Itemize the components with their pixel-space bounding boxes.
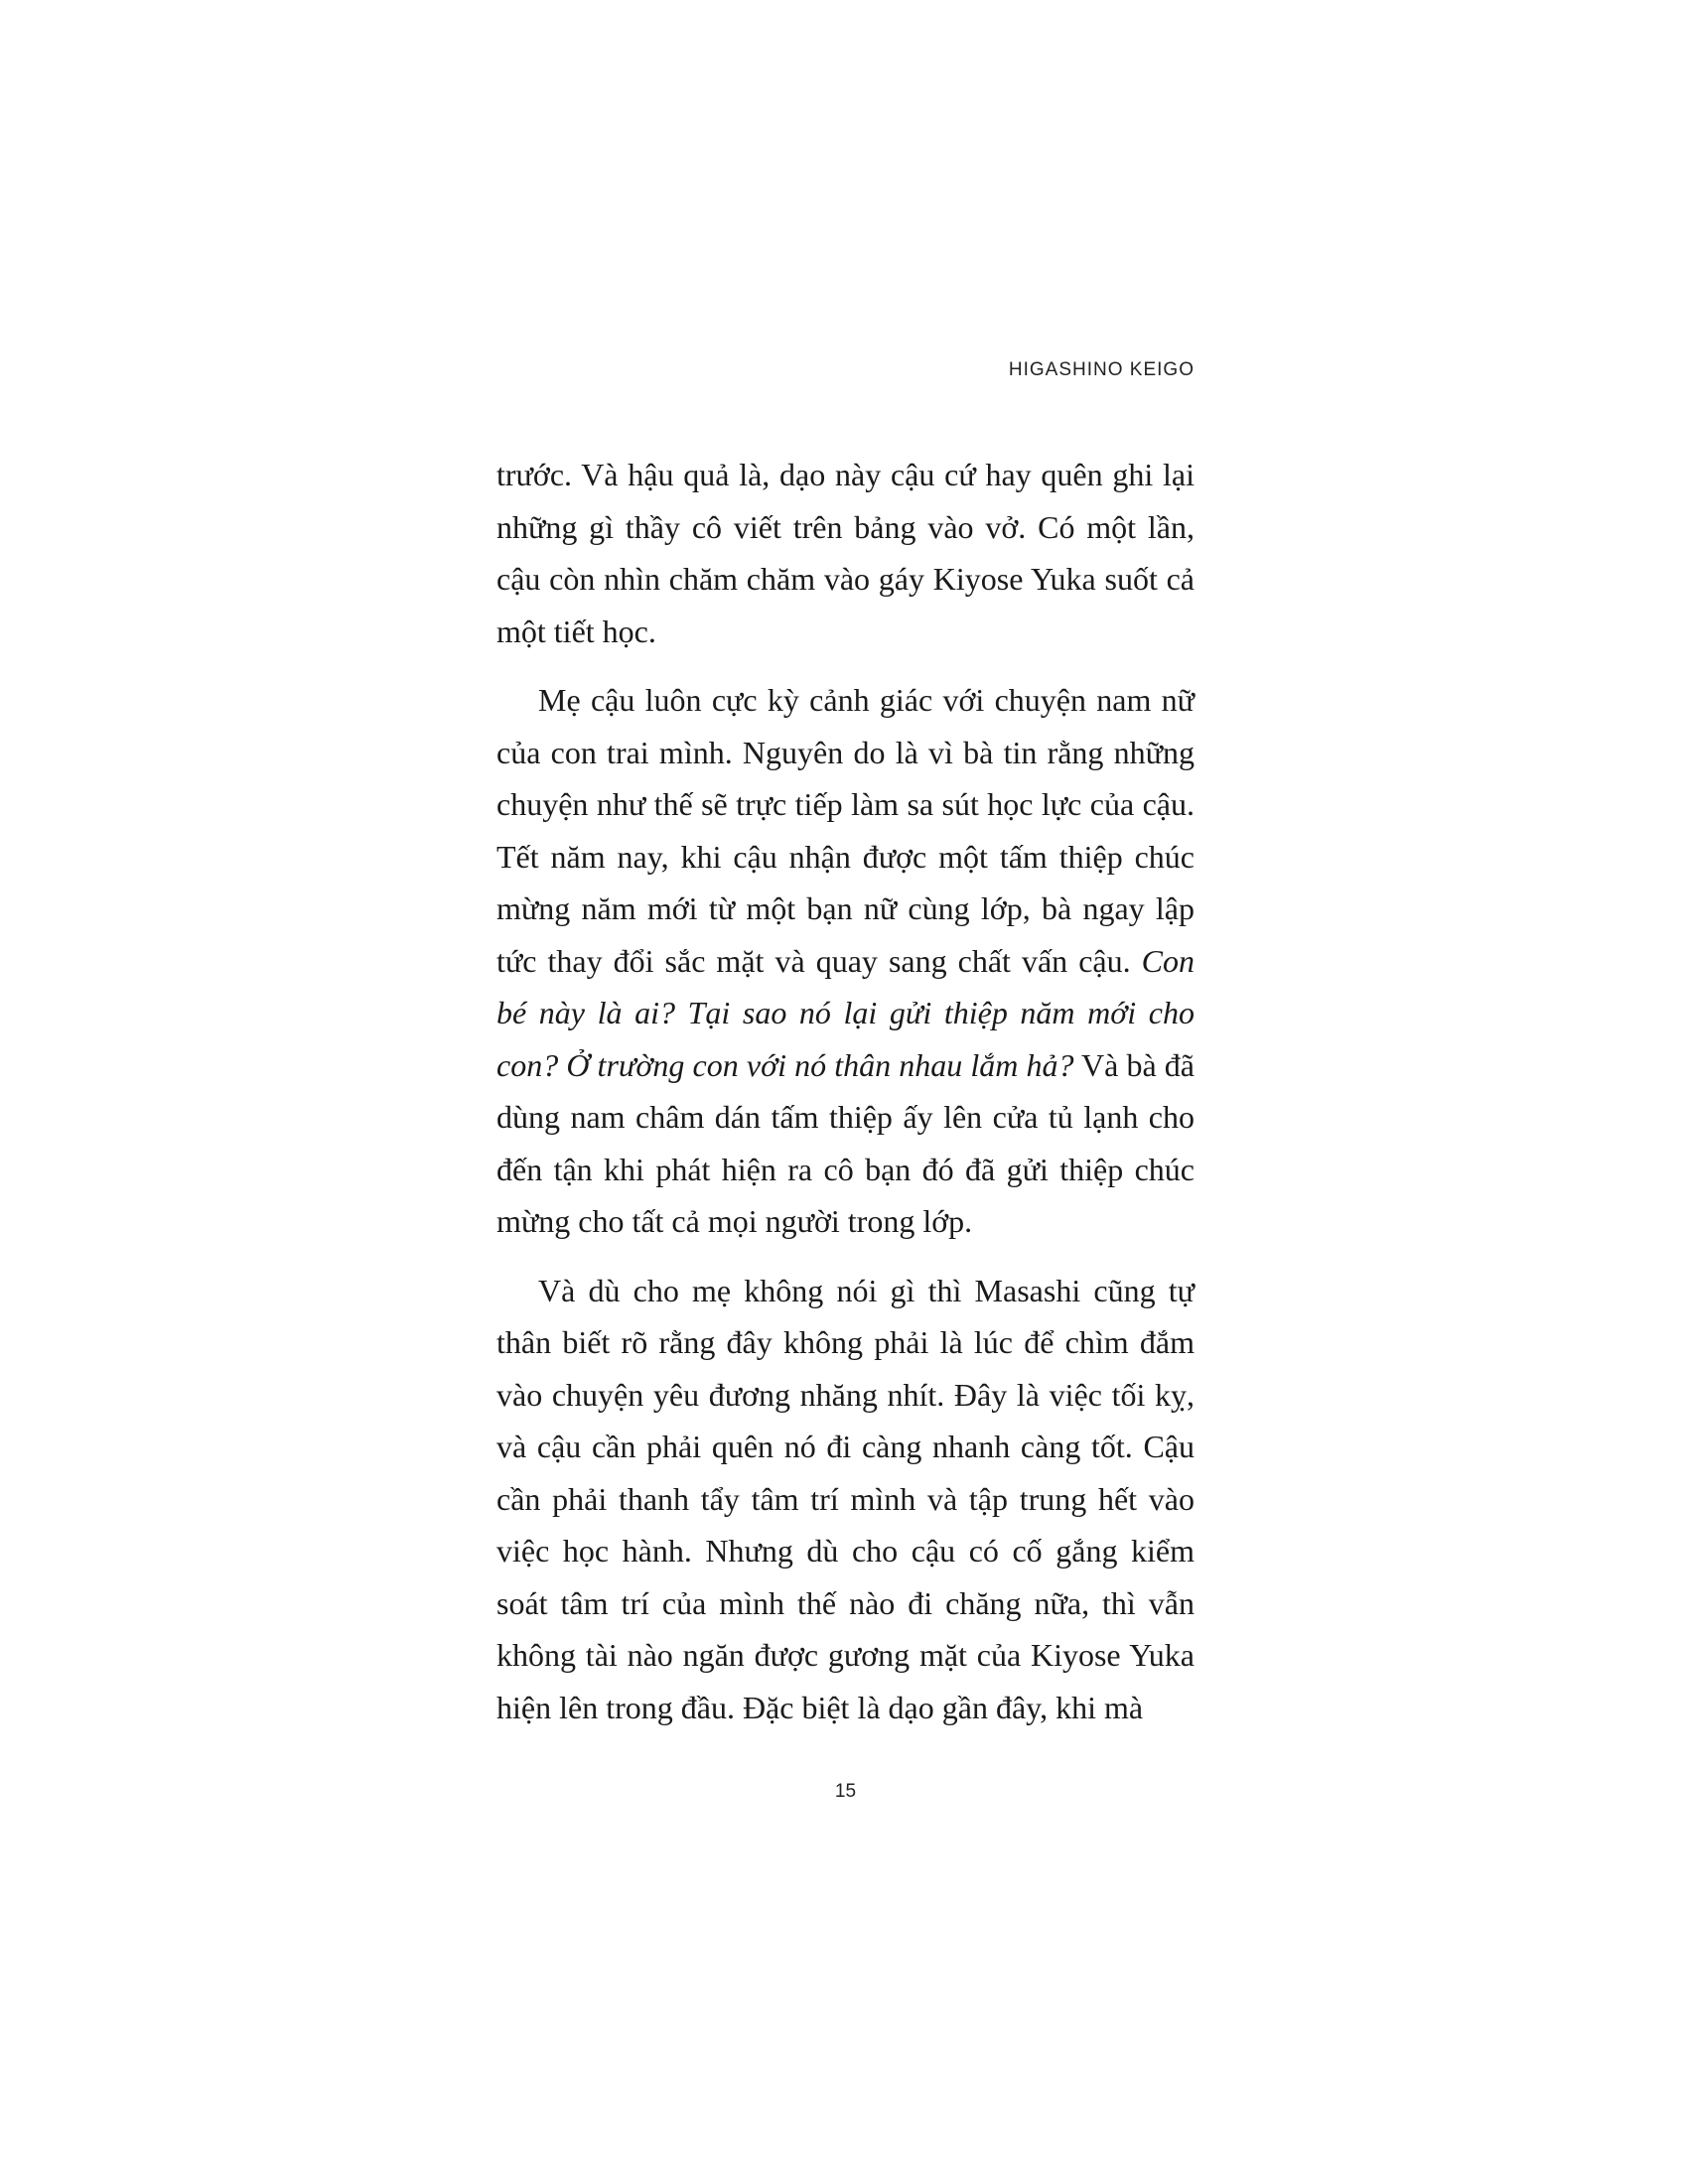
paragraph-1: trước. Và hậu quả là, dạo này cậu cứ hay quên ghi lại những gì thầy cô viết trên bảng vào vở. Có một lần, cậu còn nhìn chăm chăm vào gáy Kiyose Yuka suốt cả một tiết học. <box>496 457 1195 649</box>
page-number: 15 <box>834 1781 857 1802</box>
paragraph-2 <box>496 674 1195 1248</box>
paragraph-2-text-end: Và bà đã dùng nam châm dán tấm thiệp ấy lên cửa tủ lạnh cho đến tận khi phát hiện ra cô bạn đó đã gửi thiệp chúc mừng cho tất cả mọi người trong lớp. <box>496 1046 1196 1239</box>
body-text <box>496 449 1195 1750</box>
running-header: HIGASHINO KEIGO <box>1008 359 1195 380</box>
paragraph-3: Và dù cho mẹ không nói gì thì Masashi cũng tự thân biết rõ rằng đây không phải là lúc để chìm đắm vào chuyện yêu đương nhăng nhít. Đây là việc tối kỵ, và cậu cần phải quên nó đi càng nhanh càng tốt. Cậu cần phải thanh tẩy tâm trí mình và tập trung hết vào việc học hành. Nhưng dù cho cậu có cố gắng kiểm soát tâm trí của mình thế nào đi chăng nữa, thì vẫn không tài nào ngăn được gương mặt của Kiyose Yuka hiện lên trong đầu. Đặc biệt là dạo gần đây, khi mà <box>496 1272 1195 1725</box>
paragraph-2-text-start: Mẹ cậu luôn cực kỳ cảnh giác với chuyện nam nữ của con trai mình. Nguyên do là vì bà tin rằng những chuyện như thế sẽ trực tiếp làm sa sút học lực của cậu. Tết năm nay, khi cậu nhận được một tấm thiệp chúc mừng năm mới từ một bạn nữ cùng lớp, bà ngay lập tức thay đổi sắc mặt và quay sang chất vấn cậu. <box>496 682 1195 979</box>
paragraph-2-italic-quote: Con bé này là ai? Tại sao nó lại gửi thiệp năm mới cho con? Ở trường con với nó thân nhau lắm hả? <box>496 942 1195 1083</box>
